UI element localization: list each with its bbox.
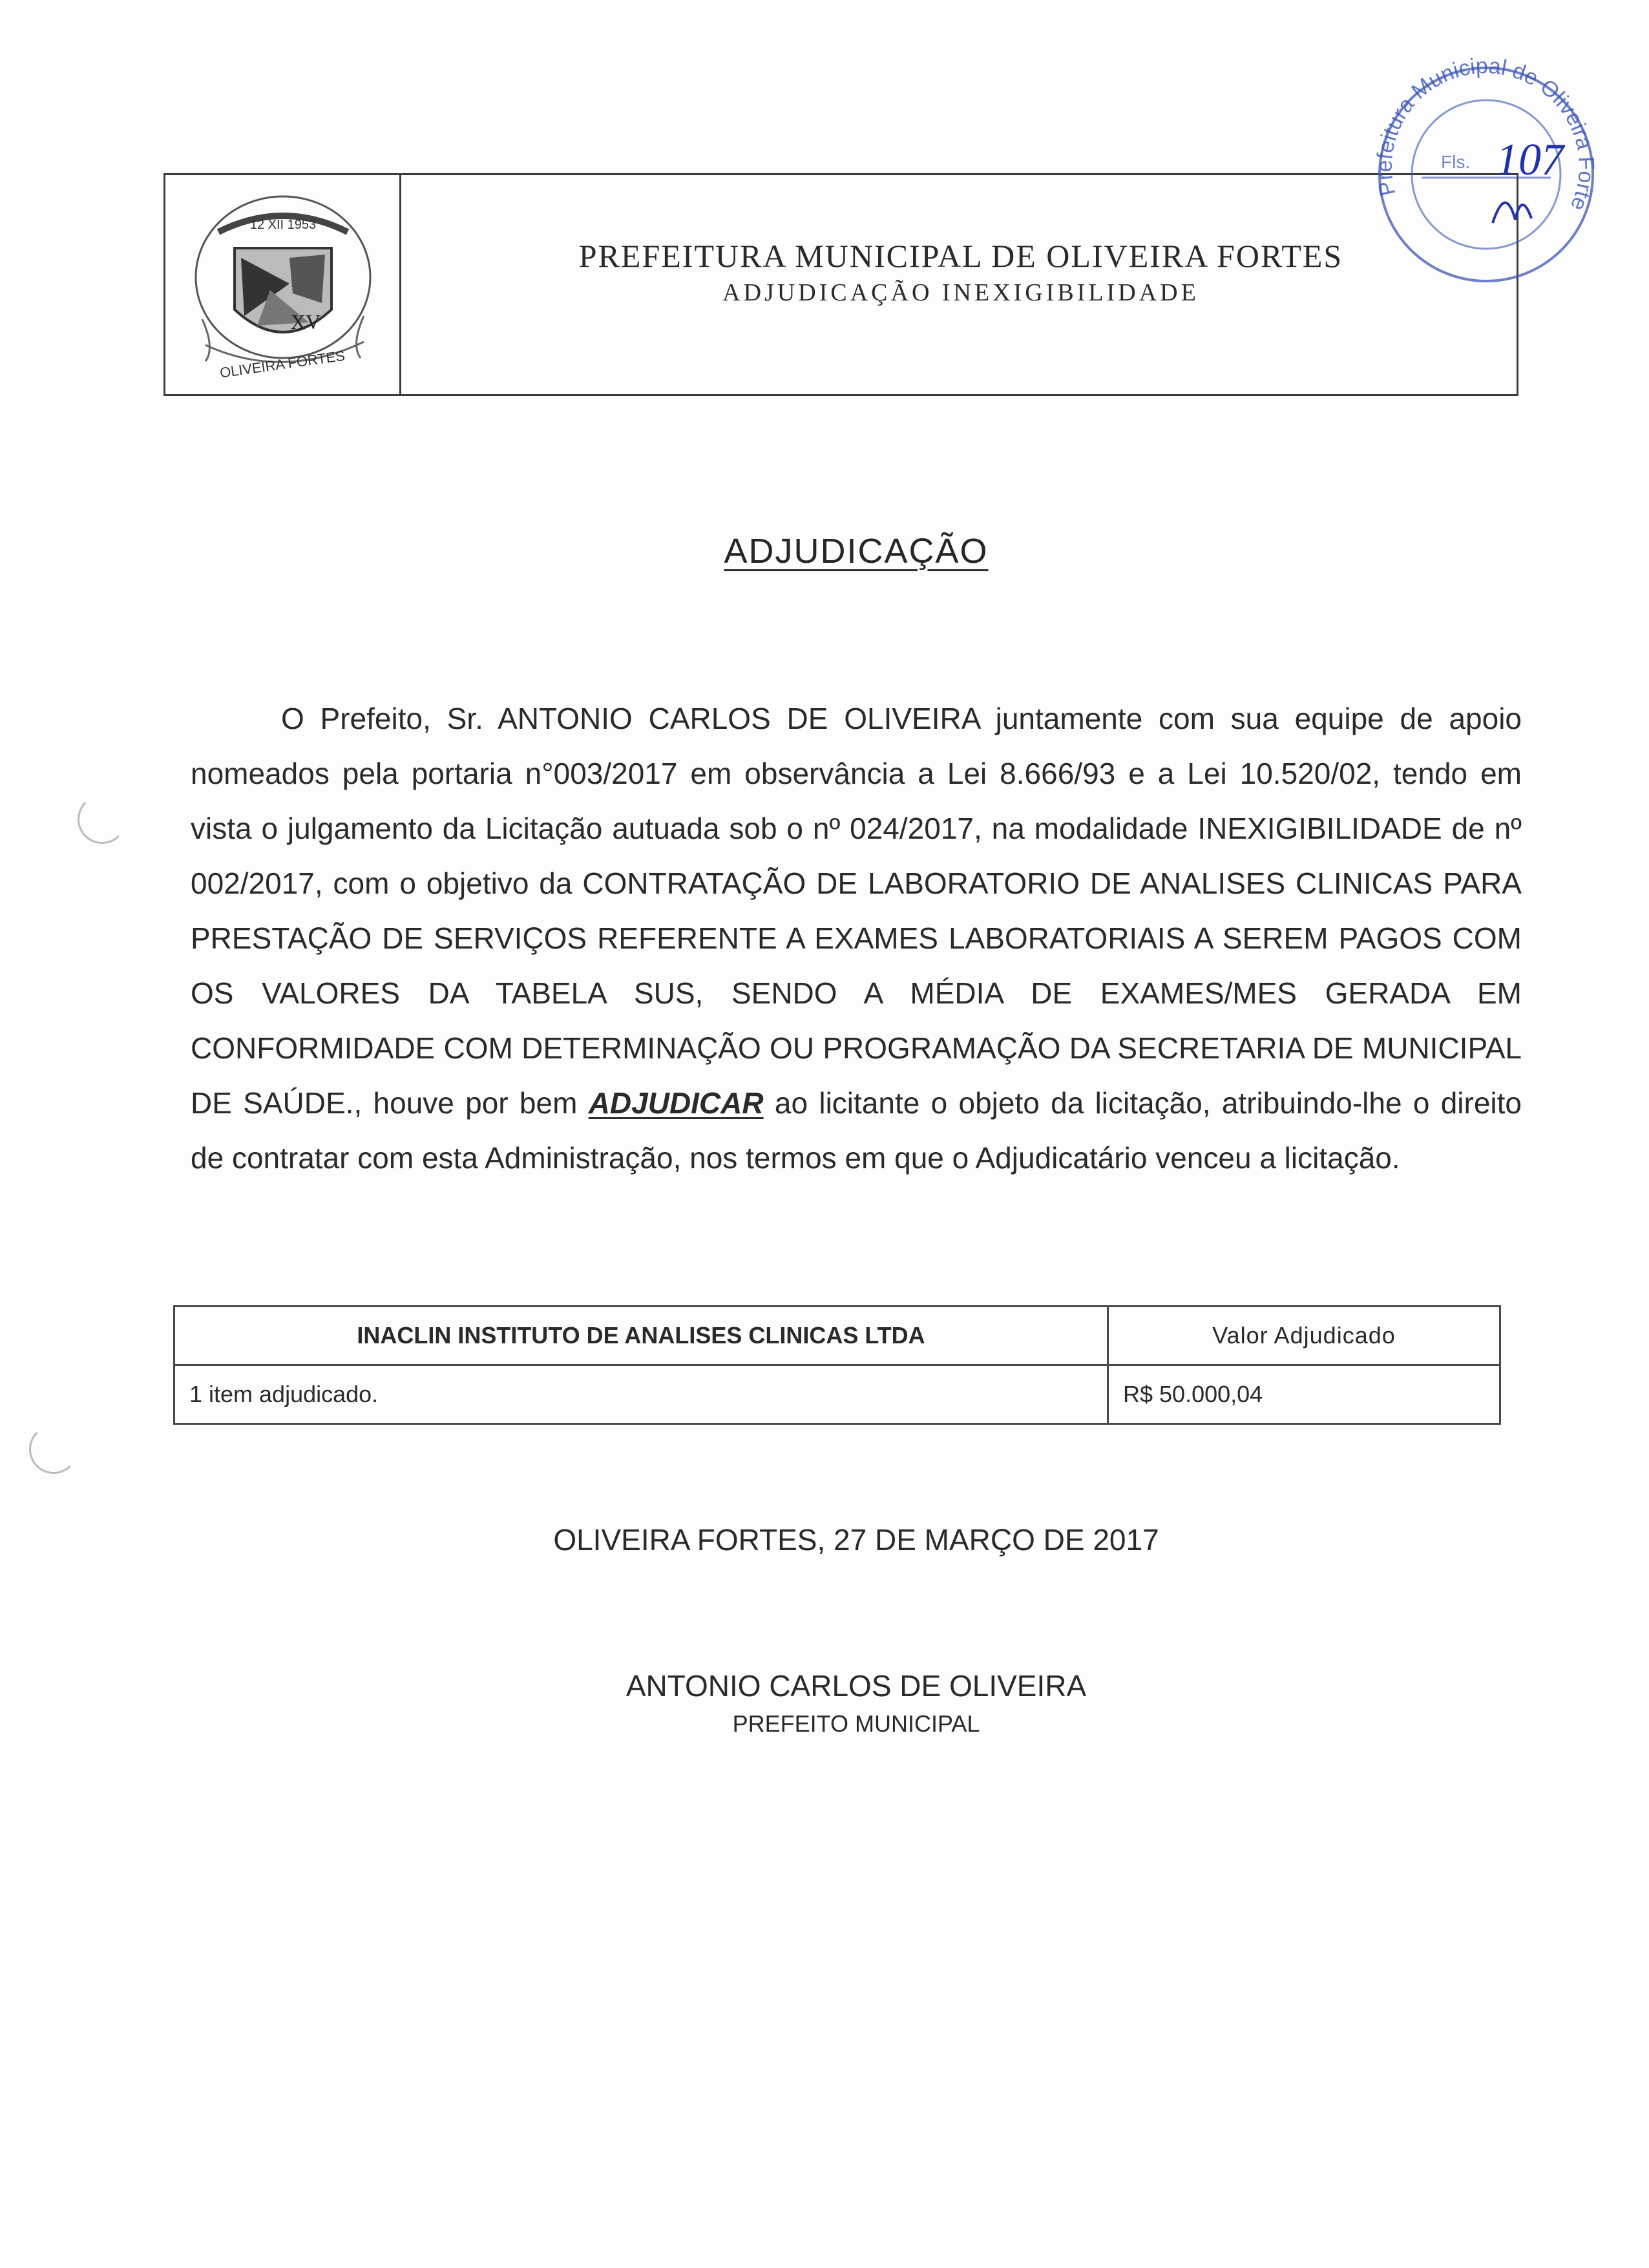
signer-role: PREFEITO MUNICIPAL xyxy=(732,1710,980,1737)
table-row xyxy=(174,1365,1500,1424)
company-header: INACLIN INSTITUTO DE ANALISES CLINICAS LTDA xyxy=(174,1307,1108,1365)
seal-date-text: 12 XII 1953 xyxy=(249,218,317,232)
place-date: OLIVEIRA FORTES, 27 DE MARÇO DE 2017 xyxy=(553,1523,1159,1557)
punch-hole-mark xyxy=(78,795,127,844)
stamp-ring-text: Prefeitura Municipal de Oliveira Forte xyxy=(1372,53,1599,215)
svg-text:Prefeitura Municipal de Olivei xyxy=(1357,45,1599,214)
table-header-row xyxy=(174,1307,1500,1365)
body-text-part1: O Prefeito, Sr. ANTONIO CARLOS DE OLIVEIRA juntamente com sua equipe de apoio nomeados pela portaria n°003/2017 em observância a Lei 8.666/93 e a Lei 10.520/02, tendo em vista o julgamento da Licitação autuada sob o nº 024/2017, na modalidade INEXIGIBILIDADE de nº 002/2017, com o objetivo da CONTRATAÇÃO DE LABORATORIO DE ANALISES CLINICAS PARA PRESTAÇÃO DE SERVIÇOS REFERENTE A EXAMES LABORATORIAIS A SEREM PAGOS COM OS VALORES DA TABELA SUS, SENDO A MÉDIA DE EXAMES/MES GERADA EM CONFORMIDADE COM DETERMINAÇÃO OU PROGRAMAÇÃO DA SECRETARIA DE MUNICIPAL DE SAÚDE., houve por bem xyxy=(191,702,1522,1120)
adjudicar-emphasis: ADJUDICAR xyxy=(588,1086,764,1120)
value-header: Valor Adjudicado xyxy=(1108,1307,1500,1365)
seal-roman-text: XV xyxy=(290,310,321,333)
body-paragraph xyxy=(191,691,1522,1186)
document-title: ADJUDICAÇÃO xyxy=(724,532,989,571)
page-number-stamp xyxy=(1357,45,1609,307)
body-text-part2: ao licitante o objeto da licitação, atribuindo-lhe o direito de contratar com esta Administração, nos termos em que o Adjudicatário venceu a licitação. xyxy=(191,1086,1522,1175)
value-cell: R$ 50.000,04 xyxy=(1108,1365,1500,1424)
signer-name: ANTONIO CARLOS DE OLIVEIRA xyxy=(625,1669,1087,1703)
municipal-coat-of-arms-icon xyxy=(180,187,386,387)
header-box xyxy=(163,173,1518,396)
seal-banner-text: OLIVEIRA FORTES xyxy=(218,347,346,381)
award-table xyxy=(173,1305,1501,1425)
stamp-page-number: 107 xyxy=(1496,135,1564,185)
punch-hole-mark xyxy=(29,1425,78,1474)
item-cell: 1 item adjudicado. xyxy=(174,1365,1108,1424)
logo-cell xyxy=(165,175,401,394)
header-title: PREFEITURA MUNICIPAL DE OLIVEIRA FORTES xyxy=(578,238,1343,274)
header-subtitle: ADJUDICAÇÃO INEXIGIBILIDADE xyxy=(722,279,1199,306)
stamp-icon xyxy=(1357,45,1609,304)
stamp-fls-label: Fls. xyxy=(1441,152,1471,172)
